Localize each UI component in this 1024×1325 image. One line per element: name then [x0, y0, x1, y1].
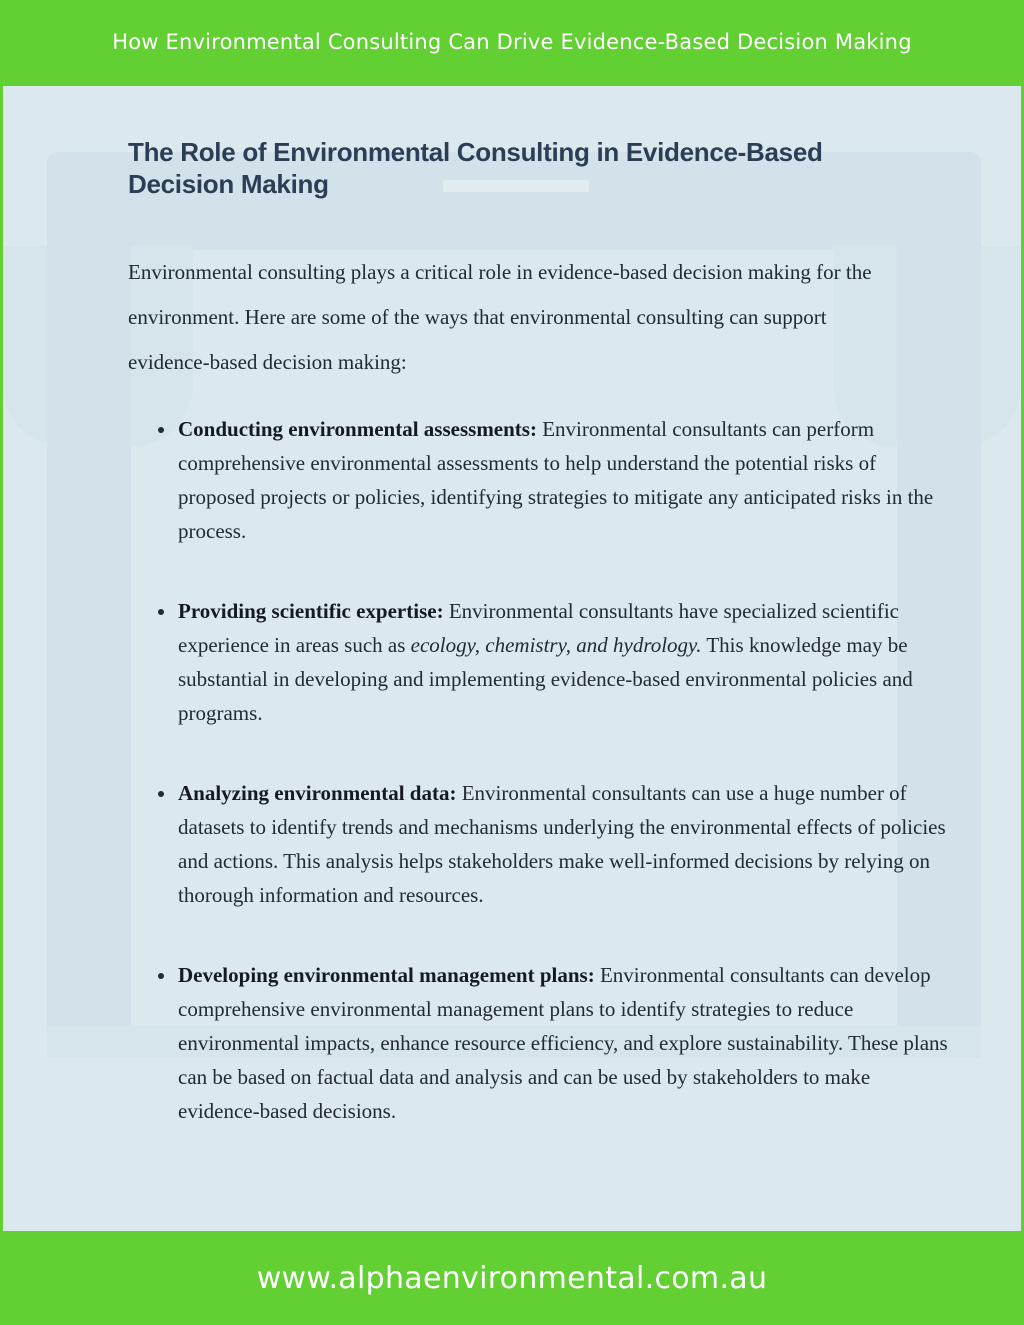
- footer-url: www.alphaenvironmental.com.au: [256, 1261, 768, 1296]
- page-footer: [0, 1233, 1024, 1325]
- page-header: [0, 0, 1024, 84]
- bullet-emphasis: ecology, chemistry, and hydrology.: [410, 633, 702, 657]
- list-item: [178, 776, 948, 912]
- background-decoration: [47, 236, 131, 1056]
- list-item: [178, 594, 948, 730]
- bullet-list: [128, 412, 948, 1174]
- header-title: How Environmental Consulting Can Drive Evidence-Based Decision Making: [112, 30, 912, 54]
- content-panel: [3, 86, 1021, 1231]
- list-item: [178, 958, 948, 1128]
- page-title: The Role of Environmental Consulting in Evidence-Based Decision Making: [128, 137, 823, 199]
- bullet-label: Analyzing environmental data:: [178, 781, 457, 805]
- bullet-text: Environmental consultants can develop comprehensive environmental management plans to identify strategies to reduce environmental impacts, enhance resource efficiency, and explore sustainability. These plans can be based on factual data and analysis and can be used by stakeholders to make evidence-based decisions.: [178, 963, 948, 1123]
- bullet-label: Providing scientific expertise:: [178, 599, 444, 623]
- bullet-label: Developing environmental management plans:: [178, 963, 595, 987]
- bullet-text: Environmental consultants have specialized scientific experience in areas such as: [178, 599, 899, 657]
- intro-paragraph: Environmental consulting plays a critical role in evidence-based decision making for the environment. Here are some of the ways that environmental consulting can support evidence-based decision making:: [128, 260, 872, 374]
- bullet-text: Environmental consultants can use a huge number of datasets to identify trends and mechanisms underlying the environmental effects of policies and actions. This analysis helps stakeholders make well-informed decisions by relying on thorough information and resources.: [178, 781, 946, 907]
- list-item: [178, 412, 948, 548]
- bullet-label: Conducting environmental assessments:: [178, 417, 537, 441]
- bullet-text: Environmental consultants can perform comprehensive environmental assessments to help understand the potential risks of proposed projects or policies, identifying strategies to mitigate any anticipated risks in the process.: [178, 417, 934, 543]
- bullet-text: This knowledge may be substantial in developing and implementing evidence-based environmental policies and programs.: [178, 633, 913, 725]
